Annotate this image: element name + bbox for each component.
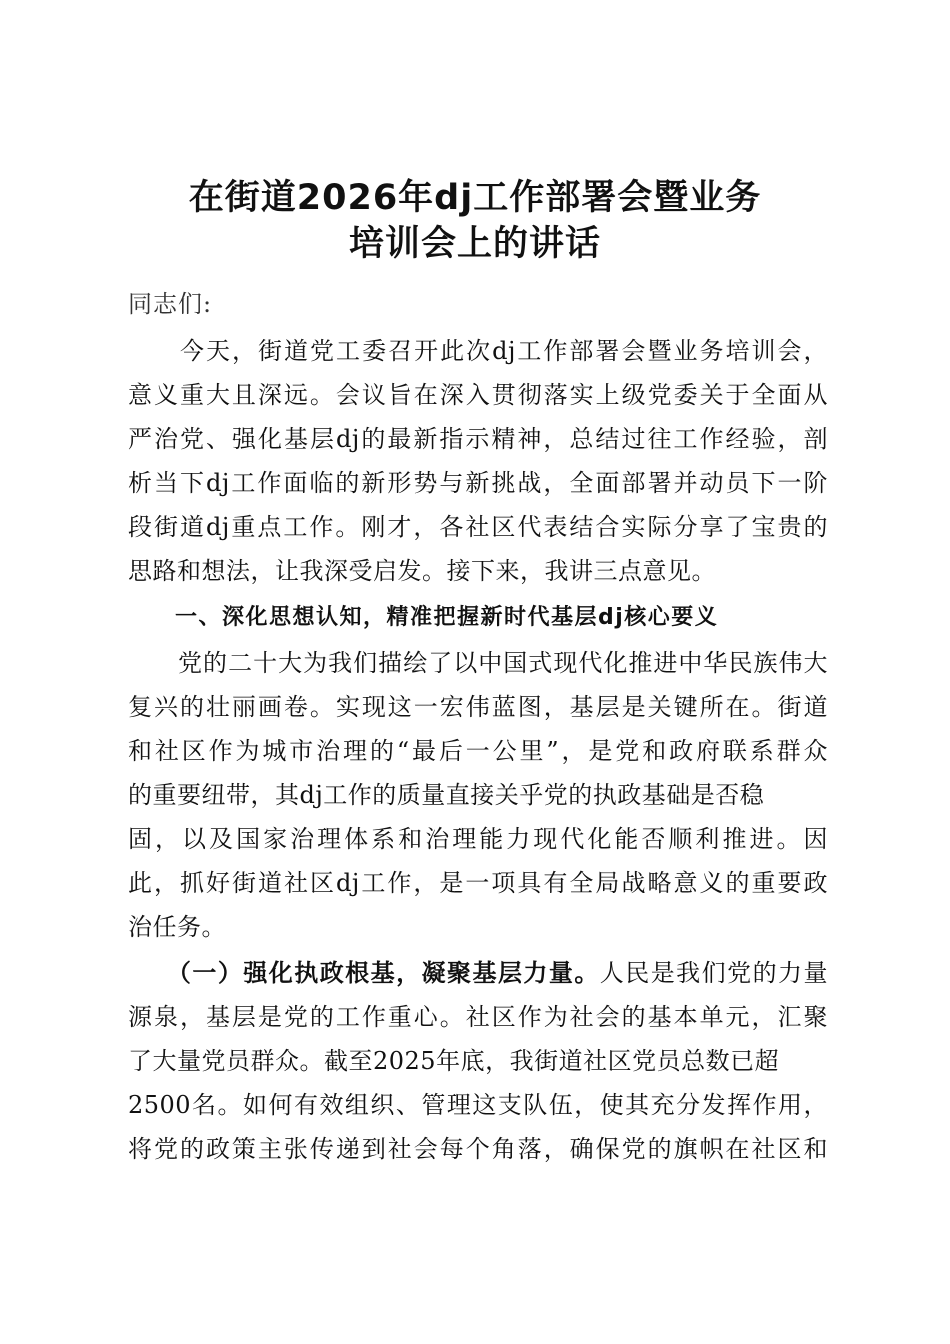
section1-line: 固，以及国家治理体系和治理能力现代化能否顺利推进。因 (128, 825, 828, 853)
section1-line: 和社区作为城市治理的“最后一公里”，是党和政府联系群众 (128, 737, 828, 765)
salutation: 同志们: (128, 290, 213, 318)
intro-line: 思路和想法，让我深受启发。接下来，我讲三点意见。 (128, 557, 716, 585)
section1-line: 党的二十大为我们描绘了以中国式现代化推进中华民族伟大 (128, 649, 828, 677)
section1-line: 治任务。 (128, 913, 226, 941)
section1-line: 此，抓好街道社区dj工作，是一项具有全局战略意义的重要政 (128, 869, 828, 897)
document-title-line2: 培训会上的讲话 (348, 224, 601, 264)
intro-line: 析当下dj工作面临的新形势与新挑战，全面部署并动员下一阶 (128, 469, 828, 497)
subsection1-line: 2500名。如何有效组织、管理这支队伍，使其充分发挥作用， (128, 1091, 828, 1119)
subsection1-lead: （一）强化执政根基，凝聚基层力量。 (128, 959, 600, 987)
subsection1-line: 将党的政策主张传递到社会每个角落，确保党的旗帜在社区和 (128, 1135, 828, 1163)
section1-line: 复兴的壮丽画卷。实现这一宏伟蓝图，基层是关键所在。街道 (128, 693, 828, 721)
intro-line: 今天，街道党工委召开此次dj工作部署会暨业务培训会， (128, 337, 828, 365)
section-heading: 一、深化思想认知，精准把握新时代基层dj核心要义 (128, 605, 719, 630)
intro-line: 段街道dj重点工作。刚才，各社区代表结合实际分享了宝贵的 (128, 513, 828, 541)
section1-line: 的重要纽带，其dj工作的质量直接关乎党的执政基础是否稳 (128, 781, 765, 809)
intro-line: 严治党、强化基层dj的最新指示精神，总结过往工作经验，剖 (128, 425, 828, 453)
subsection1-line: 了大量党员群众。截至2025年底，我街道社区党员总数已超 (128, 1047, 780, 1075)
subsection1-first-line (128, 955, 828, 991)
subsection1-first-rest: 人民是我们党的力量 (599, 959, 829, 987)
intro-line: 意义重大且深远。会议旨在深入贯彻落实上级党委关于全面从 (128, 381, 828, 409)
subsection1-line: 源泉，基层是党的工作重心。社区作为社会的基本单元，汇聚 (128, 1003, 828, 1031)
document-title-line1: 在街道2026年dj工作部署会暨业务 (188, 178, 762, 218)
